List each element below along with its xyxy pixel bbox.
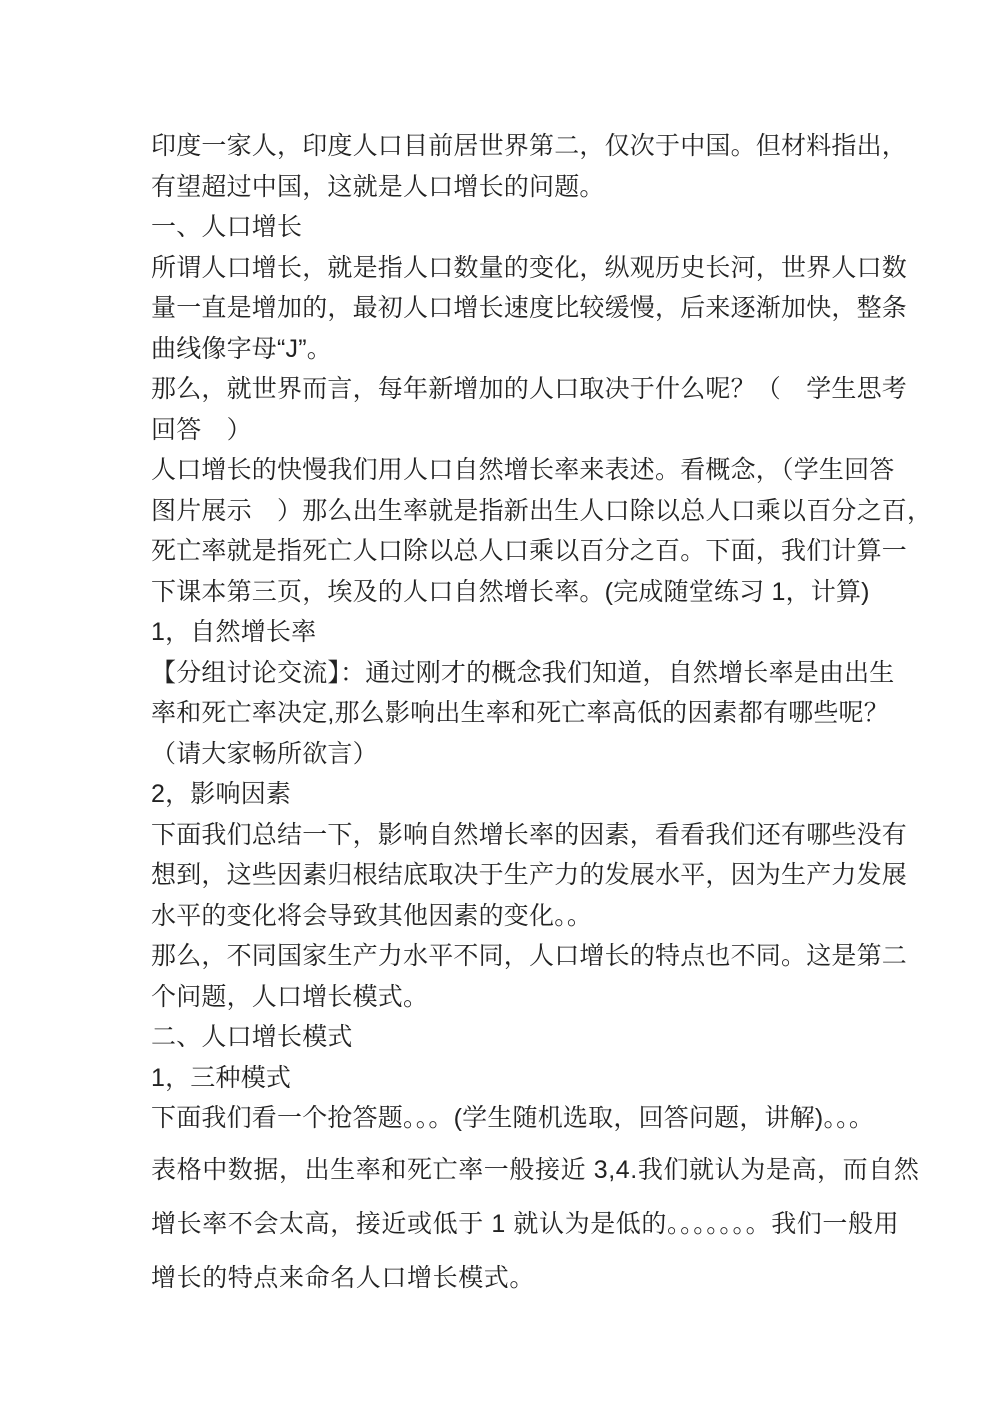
text-line: 个问题，人口增长模式。 <box>151 982 429 1011</box>
text-line: 想到，这些因素归根结底取决于生产力的发展水平，因为生产力发展 <box>151 861 908 889</box>
text-line: （请大家畅所欲言） <box>151 739 378 768</box>
section-heading-1: 一、人口增长 <box>151 213 303 241</box>
text-line: 【分组讨论交流】：通过刚才的概念我们知道，自然增长率是由出生 <box>151 658 895 687</box>
text-line: 所谓人口增长，就是指人口数量的变化，纵观历史长河，世界人口数 <box>151 253 908 282</box>
subsection-heading: 1，自然增长率 <box>151 618 317 646</box>
text-line: 水平的变化将会导致其他因素的变化。。 <box>151 901 593 930</box>
text-line: 下面我们总结一下，影响自然增长率的因素，看看我们还有哪些没有 <box>151 820 908 849</box>
text-line: 人口增长的快慢我们用人口自然增长率来表述。看概念，（学生回答 <box>151 456 895 484</box>
text-line: 回答 ） <box>151 415 252 444</box>
text-line: 印度一家人，印度人口目前居世界第二，仅次于中国。但材料指出， <box>151 132 908 160</box>
section-heading-2: 二、人口增长模式 <box>151 1023 353 1051</box>
text-line: 图片展示 ）那么出生率就是指新出生人口除以总人口乘以百分之百， <box>151 496 933 525</box>
text-line: 增长率不会太高，接近或低于 1 就认为是低的。。。。。。。我们一般用 <box>151 1209 900 1238</box>
subsection-heading: 1，三种模式 <box>151 1063 292 1092</box>
text-line: 下面我们看一个抢答题。。。(学生随机选取，回答问题，讲解)。。。 <box>151 1104 875 1132</box>
subsection-heading: 2，影响因素 <box>151 780 292 808</box>
text-line: 量一直是增加的，最初人口增长速度比较缓慢，后来逐渐加快，整条 <box>151 294 908 322</box>
text-line: 曲线像字母“J”。 <box>151 334 332 363</box>
text-line: 死亡率就是指死亡人口除以总人口乘以百分之百。下面，我们计算一 <box>151 537 908 565</box>
text-line: 表格中数据，出生率和死亡率一般接近 3,4.我们就认为是高，而自然 <box>151 1155 920 1184</box>
text-line: 增长的特点来命名人口增长模式。 <box>151 1263 536 1292</box>
text-line: 那么，就世界而言，每年新增加的人口取决于什么呢？（ 学生思考 <box>151 375 908 403</box>
text-line: 下课本第三页，埃及的人口自然增长率。(完成随堂练习 1，计算) <box>151 577 870 606</box>
text-line: 那么，不同国家生产力水平不同，人口增长的特点也不同。这是第二 <box>151 942 908 970</box>
text-line: 有望超过中国，这就是人口增长的问题。 <box>151 172 605 201</box>
text-line: 率和死亡率决定,那么影响出生率和死亡率高低的因素都有哪些呢？ <box>151 699 889 727</box>
document-body <box>151 126 933 1305</box>
